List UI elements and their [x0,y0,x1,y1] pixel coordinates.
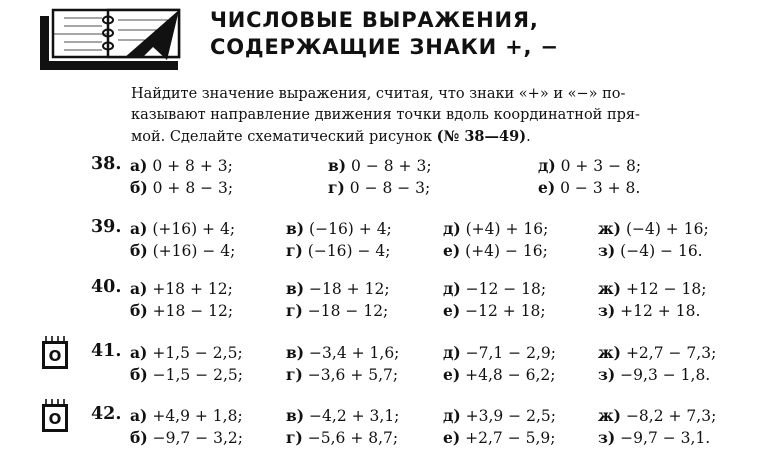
exercise-item [286,343,399,362]
badge-letter: О [48,410,62,428]
exercise-item [286,406,399,425]
exercise-item [598,241,703,260]
item-label: е) [443,301,461,320]
item-expression: −1,5 − 2,5; [152,366,243,384]
exercise-item [130,343,243,362]
item-expression: 0 − 8 − 3; [349,179,431,197]
item-label: б) [130,241,148,260]
exercise-item [443,301,546,320]
item-label: е) [443,365,461,384]
exercise-item [598,428,710,447]
item-label: д) [443,279,461,298]
exercise-item [443,343,556,362]
item-label: ж) [598,343,621,362]
exercise-item [598,279,706,298]
exercise-item [443,428,556,447]
item-label: е) [443,241,461,260]
item-label: а) [130,279,148,298]
item-label: з) [598,365,616,384]
item-label: г) [328,178,345,197]
item-label: ж) [598,279,621,298]
item-label: е) [443,428,461,447]
item-expression: −5,6 + 8,7; [307,429,399,447]
item-label: а) [130,219,148,238]
item-label: ж) [598,406,621,425]
item-expression: −9,7 − 3,2; [152,429,243,447]
item-label: г) [286,428,303,447]
notebook-logo-icon [40,8,182,70]
exercise-item [443,219,548,238]
item-expression: (+4) − 16; [465,242,548,260]
item-label: г) [286,301,303,320]
exercise-item [328,178,430,197]
item-expression: −4,2 + 3,1; [309,407,400,425]
item-label: б) [130,365,148,384]
item-expression: (+16) − 4; [152,242,236,260]
item-label: а) [130,343,148,362]
intro-line-3-text: мой. Сделайте схематический рисунок [131,129,433,145]
item-label: а) [130,156,148,175]
exercise-item [130,178,233,197]
item-expression: −7,1 − 2,9; [465,344,556,362]
item-expression: 0 + 3 − 8; [560,157,642,175]
item-expression: +1,5 − 2,5; [152,344,243,362]
item-expression: (−4) − 16. [620,242,703,260]
problem-number: 39. [91,217,122,237]
item-label: д) [443,406,461,425]
item-label: г) [286,241,303,260]
item-label: е) [538,178,556,197]
item-label: д) [538,156,556,175]
exercise-item [598,406,716,425]
item-expression: −18 − 12; [307,302,389,320]
item-label: з) [598,301,616,320]
item-expression: −9,7 − 3,1. [620,429,711,447]
item-expression: 0 − 8 + 3; [351,157,432,175]
problem-number: 40. [91,277,122,297]
item-expression: (+16) + 4; [152,220,236,238]
exercise-item [443,365,556,384]
item-label: а) [130,406,148,425]
exercise-item [130,301,233,320]
item-expression: 0 + 8 + 3; [152,157,233,175]
exercise-item [598,365,710,384]
exercise-item [130,365,243,384]
intro-line-2: казывают направление движения точки вдоль координатной пря- [131,107,640,123]
intro-line-3 [131,128,531,145]
item-label: з) [598,428,616,447]
item-expression: +18 − 12; [152,302,234,320]
exercise-item [538,156,641,175]
chapter-title-line-1: ЧИСЛОВЫЕ ВЫРАЖЕНИЯ, [210,8,539,32]
item-expression: −8,2 + 7,3; [625,407,717,425]
exercise-item [286,428,398,447]
problem-number: 42. [91,404,122,424]
item-expression: (−4) + 16; [625,220,709,238]
item-expression: +2,7 − 5,9; [465,429,556,447]
exercise-item [538,178,640,197]
intro-line-1: Найдите значение выражения, считая, что знаки «+» и «−» по- [131,86,626,102]
exercise-item [286,279,390,298]
item-expression: +4,9 + 1,8; [152,407,243,425]
badge-letter: О [48,347,62,365]
exercise-item [130,279,233,298]
item-label: в) [286,343,305,362]
item-label: в) [286,219,305,238]
item-expression: 0 − 3 + 8. [560,179,641,197]
exercise-item [328,156,432,175]
exercise-item [286,301,388,320]
item-expression: +4,8 − 6,2; [465,366,556,384]
chapter-title-line-2: СОДЕРЖАЩИЕ ЗНАКИ +, − [210,35,559,59]
exercise-item [443,406,556,425]
item-label: в) [286,406,305,425]
item-label: б) [130,178,148,197]
item-expression: (−16) − 4; [307,242,391,260]
item-expression: −3,4 + 1,6; [309,344,400,362]
item-label: з) [598,241,616,260]
item-label: б) [130,301,148,320]
exercise-item [130,428,243,447]
exercise-item [443,279,546,298]
exercise-item [598,343,716,362]
item-label: в) [286,279,305,298]
exercise-item [130,241,235,260]
item-expression: −12 + 18; [465,302,546,320]
item-label: г) [286,365,303,384]
exercise-item [130,156,233,175]
exercise-item [286,241,391,260]
notebook-badge-icon [42,398,70,432]
exercise-item [598,301,700,320]
item-expression: (+4) + 16; [465,220,549,238]
item-label: д) [443,219,461,238]
item-expression: −9,3 − 1,8. [620,366,711,384]
item-expression: +12 − 18; [625,280,707,298]
item-expression: 0 + 8 − 3; [152,179,234,197]
intro-problem-range: (№ 38—49) [436,128,527,145]
item-expression: −12 − 18; [465,280,547,298]
item-label: д) [443,343,461,362]
exercise-item [286,219,392,238]
intro-line-3-end: . [526,129,531,145]
item-label: б) [130,428,148,447]
problem-number: 38. [91,154,122,174]
exercise-item [130,219,235,238]
exercise-item [598,219,709,238]
problem-number: 41. [91,341,122,361]
item-expression: −3,6 + 5,7; [307,366,399,384]
exercise-item [443,241,548,260]
item-expression: +12 + 18. [620,302,701,320]
exercise-item [286,365,398,384]
exercise-item [130,406,243,425]
item-label: ж) [598,219,621,238]
notebook-badge-icon [42,335,70,369]
item-expression: (−16) + 4; [309,220,392,238]
item-expression: +3,9 − 2,5; [465,407,556,425]
item-label: в) [328,156,347,175]
item-expression: −18 + 12; [309,280,390,298]
item-expression: +2,7 − 7,3; [625,344,717,362]
item-expression: +18 + 12; [152,280,233,298]
